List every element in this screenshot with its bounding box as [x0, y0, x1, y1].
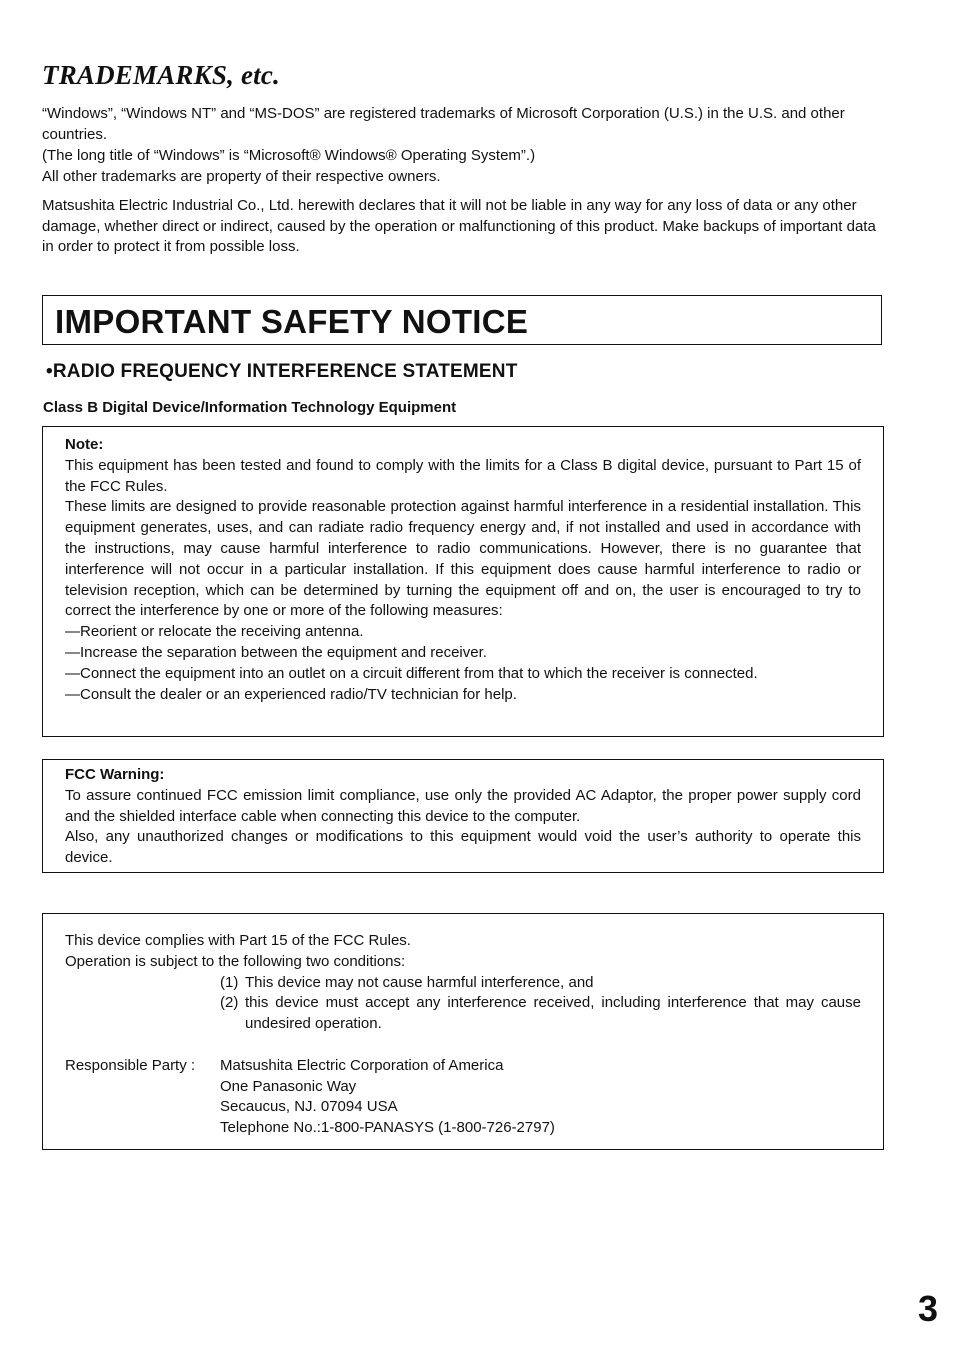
condition-item	[65, 993, 861, 1035]
note-paragraph: These limits are designed to provide reasonable protection against harmful interference in a residential installation. This equipment generates, uses, and can radiate radio frequency energy and, if not installed and used in accordance with the instructions, may cause harmful interference to radio communications. However, there is no guarantee that interference will not occur in a particular installation. If this equipment does cause harmful interference to radio or television reception, which can be determined by turning the equipment off and on, the user is encouraged to try to correct the interference by one or more of the following measures:	[65, 498, 861, 620]
safety-notice-title: IMPORTANT SAFETY NOTICE	[55, 303, 529, 340]
party-address-line: Secaucus, NJ. 07094 USA	[220, 1098, 398, 1116]
trademarks-title: TRADEMARKS, etc.	[42, 60, 280, 90]
trademarks-section	[42, 104, 882, 258]
measure-item: —Consult the dealer or an experienced radio/TV technician for help.	[65, 685, 517, 703]
measure-item: —Connect the equipment into an outlet on a circuit different from that to which the receiver is connected.	[65, 664, 758, 682]
note-paragraph: This equipment has been tested and found to comply with the limits for a Class B digital device, pursuant to Part 15 of the FCC Rules.	[65, 456, 861, 495]
compliance-line: Operation is subject to the following two conditions:	[65, 952, 406, 970]
fcc-warning-heading: FCC Warning:	[65, 766, 165, 783]
trademarks-line: (The long title of “Windows” is “Microsoft® Windows® Operating System”.)	[42, 146, 536, 164]
class-b-heading: Class B Digital Device/Information Technology Equipment	[43, 399, 457, 416]
safety-notice-banner	[42, 295, 882, 345]
trademarks-line: All other trademarks are property of their respective owners.	[42, 167, 441, 185]
page-number: 3	[918, 1288, 939, 1329]
party-address-line: One Panasonic Way	[220, 1077, 357, 1095]
condition-text: this device must accept any interference received, including interference that may cause undesired operation.	[245, 994, 861, 1033]
condition-number: (1)	[220, 973, 239, 991]
fcc-warning-paragraph: Also, any unauthorized changes or modifications to this equipment would void the user’s authority to operate this device.	[65, 828, 861, 867]
compliance-line: This device complies with Part 15 of the FCC Rules.	[65, 932, 411, 949]
rfi-heading: •RADIO FREQUENCY INTERFERENCE STATEMENT	[46, 361, 518, 382]
measure-item: —Reorient or relocate the receiving antenna.	[65, 623, 364, 641]
party-address-line: Matsushita Electric Corporation of America	[220, 1056, 504, 1074]
party-address-line: Telephone No.:1-800-PANASYS (1-800-726-2797)	[220, 1119, 555, 1137]
note-box	[42, 426, 884, 737]
condition-item	[65, 973, 861, 994]
condition-text: This device may not cause harmful interference, and	[245, 973, 594, 991]
responsible-party	[65, 1056, 861, 1139]
responsible-party-label: Responsible Party :	[65, 1056, 196, 1074]
measure-item: —Increase the separation between the equipment and receiver.	[65, 643, 487, 661]
note-heading: Note:	[65, 436, 104, 453]
fcc-warning-paragraph: To assure continued FCC emission limit compliance, use only the provided AC Adaptor, the proper power supply cord and the shielded interface cable when connecting this device to the computer.	[65, 786, 861, 825]
fcc-warning-box	[42, 759, 884, 873]
disclaimer-text: Matsushita Electric Industrial Co., Ltd. herewith declares that it will not be liable in any way for any loss of data or any other damage, whether direct or indirect, caused by the operation or malfunctioning of this product. Make backups of important data in order to protect it from possible loss.	[42, 196, 876, 256]
compliance-box	[42, 913, 884, 1150]
condition-number: (2)	[220, 994, 239, 1012]
trademarks-line: “Windows”, “Windows NT” and “MS-DOS” are registered trademarks of Microsoft Corporation (U.S.) in the U.S. and other countries.	[42, 105, 845, 143]
